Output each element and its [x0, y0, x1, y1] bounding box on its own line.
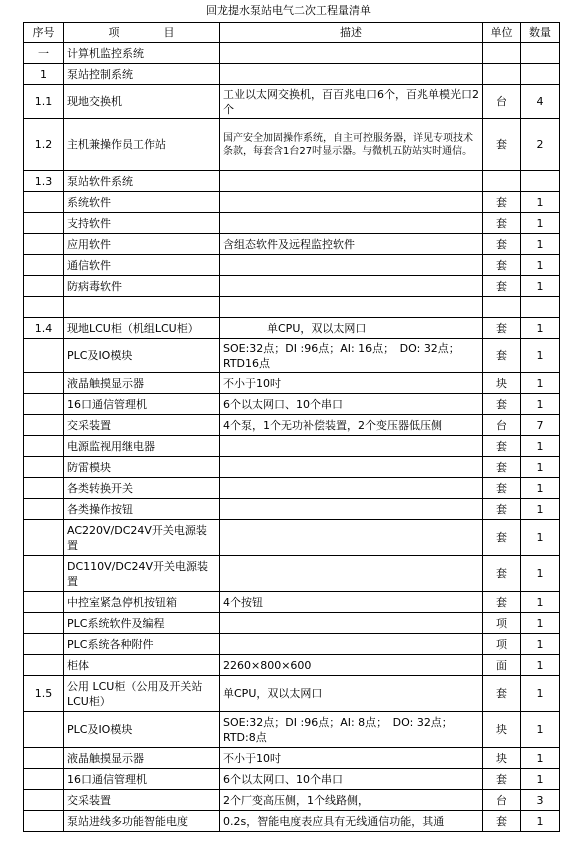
cell-unit: 套 — [483, 276, 521, 297]
cell-no — [24, 339, 64, 373]
cell-qty: 1 — [521, 499, 560, 520]
table-row — [24, 712, 560, 748]
cell-qty: 2 — [521, 119, 560, 171]
table-body — [24, 43, 560, 832]
cell-unit: 套 — [483, 769, 521, 790]
cell-no — [24, 769, 64, 790]
cell-no: 1.1 — [24, 85, 64, 119]
header-qty: 数量 — [521, 23, 560, 43]
cell-unit — [483, 43, 521, 64]
table-row — [24, 613, 560, 634]
table-row — [24, 499, 560, 520]
cell-unit: 套 — [483, 556, 521, 592]
table-row — [24, 478, 560, 499]
cell-item: 应用软件 — [64, 234, 220, 255]
table-row — [24, 811, 560, 832]
cell-desc: 4个按钮 — [220, 592, 483, 613]
cell-unit: 台 — [483, 85, 521, 119]
table-row — [24, 234, 560, 255]
header-row — [24, 23, 560, 43]
cell-unit: 套 — [483, 592, 521, 613]
cell-qty: 1 — [521, 436, 560, 457]
cell-unit — [483, 64, 521, 85]
cell-unit: 台 — [483, 415, 521, 436]
cell-item: 16口通信管理机 — [64, 394, 220, 415]
cell-desc — [220, 43, 483, 64]
cell-no: 1 — [24, 64, 64, 85]
cell-unit: 套 — [483, 457, 521, 478]
cell-desc: 4个泵，1个无功补偿装置，2个变压器低压侧 — [220, 415, 483, 436]
cell-desc: 含组态软件及远程监控软件 — [220, 234, 483, 255]
cell-unit: 块 — [483, 748, 521, 769]
cell-desc: 2个厂变高压侧，1个线路侧， — [220, 790, 483, 811]
cell-desc — [220, 478, 483, 499]
cell-unit: 套 — [483, 436, 521, 457]
table-row — [24, 171, 560, 192]
cell-qty: 1 — [521, 556, 560, 592]
cell-item: DC110V/DC24V开关电源装置 — [64, 556, 220, 592]
table-row — [24, 415, 560, 436]
cell-desc: SOE:32点；DI :96点；AI: 8点； DO: 32点；RTD:8点 — [220, 712, 483, 748]
cell-item: 液晶触摸显示器 — [64, 373, 220, 394]
table-row — [24, 318, 560, 339]
cell-no — [24, 297, 64, 318]
cell-unit: 套 — [483, 192, 521, 213]
cell-no: 1.2 — [24, 119, 64, 171]
table-row — [24, 676, 560, 712]
table-row — [24, 634, 560, 655]
cell-qty: 1 — [521, 276, 560, 297]
cell-item: 交采装置 — [64, 790, 220, 811]
table-row — [24, 64, 560, 85]
cell-item: 柜体 — [64, 655, 220, 676]
cell-no — [24, 634, 64, 655]
cell-unit: 套 — [483, 499, 521, 520]
cell-no — [24, 436, 64, 457]
cell-no — [24, 415, 64, 436]
cell-qty — [521, 64, 560, 85]
table-row — [24, 119, 560, 171]
cell-qty: 1 — [521, 457, 560, 478]
cell-no — [24, 234, 64, 255]
cell-unit: 套 — [483, 318, 521, 339]
cell-desc — [220, 457, 483, 478]
cell-no — [24, 592, 64, 613]
cell-qty: 1 — [521, 655, 560, 676]
cell-desc — [220, 192, 483, 213]
cell-qty: 1 — [521, 634, 560, 655]
cell-desc: 2260×800×600 — [220, 655, 483, 676]
cell-item: 防雷模块 — [64, 457, 220, 478]
cell-desc: 国产安全加固操作系统，自主可控服务器，详见专项技术条款，每套含1台27吋显示器。与微机五防站实时通信。 — [220, 119, 483, 171]
cell-qty: 1 — [521, 373, 560, 394]
header-no: 序号 — [24, 23, 64, 43]
cell-item: 泵站进线多功能智能电度 — [64, 811, 220, 832]
cell-unit: 套 — [483, 478, 521, 499]
cell-desc: 6个以太网口、10个串口 — [220, 394, 483, 415]
cell-no — [24, 192, 64, 213]
cell-desc — [220, 213, 483, 234]
cell-qty: 1 — [521, 318, 560, 339]
cell-desc: 不小于10吋 — [220, 748, 483, 769]
cell-desc: SOE:32点；DI :96点；AI: 16点； DO: 32点；RTD16点 — [220, 339, 483, 373]
table-row — [24, 276, 560, 297]
cell-unit: 套 — [483, 234, 521, 255]
cell-item: 支持软件 — [64, 213, 220, 234]
cell-item: 泵站软件系统 — [64, 171, 220, 192]
cell-item: 系统软件 — [64, 192, 220, 213]
cell-desc — [220, 499, 483, 520]
cell-unit: 套 — [483, 255, 521, 276]
cell-item: 电源监视用继电器 — [64, 436, 220, 457]
cell-qty: 1 — [521, 811, 560, 832]
cell-no — [24, 255, 64, 276]
table-row — [24, 748, 560, 769]
cell-item: PLC系统软件及编程 — [64, 613, 220, 634]
cell-no: 1.4 — [24, 318, 64, 339]
cell-no — [24, 394, 64, 415]
cell-desc: 单CPU，双以太网口 — [220, 676, 483, 712]
header-unit: 单位 — [483, 23, 521, 43]
cell-unit: 块 — [483, 712, 521, 748]
cell-no — [24, 790, 64, 811]
cell-qty: 1 — [521, 592, 560, 613]
cell-qty: 1 — [521, 712, 560, 748]
cell-qty: 3 — [521, 790, 560, 811]
cell-qty: 1 — [521, 478, 560, 499]
cell-item — [64, 297, 220, 318]
cell-unit: 套 — [483, 811, 521, 832]
table-row — [24, 520, 560, 556]
cell-no — [24, 457, 64, 478]
cell-item: 液晶触摸显示器 — [64, 748, 220, 769]
cell-qty: 1 — [521, 520, 560, 556]
cell-desc: 0.2s，智能电度表应具有无线通信功能，其通 — [220, 811, 483, 832]
cell-unit: 套 — [483, 676, 521, 712]
table-row — [24, 592, 560, 613]
cell-desc — [220, 634, 483, 655]
cell-desc — [220, 520, 483, 556]
cell-qty: 1 — [521, 769, 560, 790]
cell-desc: 单CPU，双以太网口 — [220, 318, 483, 339]
cell-unit: 项 — [483, 613, 521, 634]
cell-qty: 1 — [521, 234, 560, 255]
cell-no — [24, 748, 64, 769]
cell-no — [24, 556, 64, 592]
cell-qty: 1 — [521, 748, 560, 769]
cell-desc — [220, 297, 483, 318]
cell-qty: 1 — [521, 339, 560, 373]
table-row — [24, 339, 560, 373]
cell-desc: 不小于10吋 — [220, 373, 483, 394]
cell-desc — [220, 64, 483, 85]
cell-no — [24, 811, 64, 832]
cell-no — [24, 478, 64, 499]
cell-desc — [220, 613, 483, 634]
cell-item: PLC及IO模块 — [64, 712, 220, 748]
cell-desc — [220, 276, 483, 297]
cell-qty: 1 — [521, 192, 560, 213]
table-row — [24, 655, 560, 676]
cell-no — [24, 276, 64, 297]
cell-item: 防病毒软件 — [64, 276, 220, 297]
table-row — [24, 85, 560, 119]
table-row — [24, 297, 560, 318]
cell-unit: 套 — [483, 119, 521, 171]
cell-no — [24, 499, 64, 520]
cell-no: 1.5 — [24, 676, 64, 712]
cell-qty: 4 — [521, 85, 560, 119]
cell-qty — [521, 171, 560, 192]
cell-item: 公用 LCU柜（公用及开关站LCU柜） — [64, 676, 220, 712]
cell-item: 各类操作按钮 — [64, 499, 220, 520]
cell-desc: 工业以太网交换机，百百兆电口6个，百兆单模光口2个 — [220, 85, 483, 119]
cell-qty — [521, 43, 560, 64]
table-row — [24, 43, 560, 64]
cell-desc — [220, 556, 483, 592]
cell-qty: 1 — [521, 676, 560, 712]
cell-item: 现地交换机 — [64, 85, 220, 119]
cell-unit: 套 — [483, 394, 521, 415]
cell-item: 交采装置 — [64, 415, 220, 436]
table-row — [24, 790, 560, 811]
cell-unit: 项 — [483, 634, 521, 655]
cell-item: AC220V/DC24V开关电源装置 — [64, 520, 220, 556]
cell-qty: 1 — [521, 213, 560, 234]
cell-no: 1.3 — [24, 171, 64, 192]
cell-qty: 7 — [521, 415, 560, 436]
header-item: 项 目 — [64, 23, 220, 43]
cell-item: 主机兼操作员工作站 — [64, 119, 220, 171]
cell-unit: 台 — [483, 790, 521, 811]
cell-no — [24, 613, 64, 634]
table-row — [24, 213, 560, 234]
cell-item: PLC及IO模块 — [64, 339, 220, 373]
cell-no — [24, 373, 64, 394]
table-row — [24, 192, 560, 213]
table-row — [24, 556, 560, 592]
table-row — [24, 373, 560, 394]
cell-unit — [483, 171, 521, 192]
cell-item: 16口通信管理机 — [64, 769, 220, 790]
cell-no: 一 — [24, 43, 64, 64]
cell-no — [24, 712, 64, 748]
cell-no — [24, 213, 64, 234]
cell-item: 现地LCU柜（机组LCU柜） — [64, 318, 220, 339]
cell-qty: 1 — [521, 255, 560, 276]
cell-unit: 套 — [483, 339, 521, 373]
cell-item: 泵站控制系统 — [64, 64, 220, 85]
cell-item: 计算机监控系统 — [64, 43, 220, 64]
cell-unit: 套 — [483, 213, 521, 234]
cell-item: 中控室紧急停机按钮箱 — [64, 592, 220, 613]
cell-no — [24, 520, 64, 556]
cell-no — [24, 655, 64, 676]
table-row — [24, 769, 560, 790]
quantity-table — [23, 22, 560, 832]
cell-qty: 1 — [521, 613, 560, 634]
table-row — [24, 457, 560, 478]
cell-qty — [521, 297, 560, 318]
cell-desc — [220, 255, 483, 276]
cell-unit: 面 — [483, 655, 521, 676]
table-row — [24, 255, 560, 276]
cell-desc — [220, 436, 483, 457]
cell-unit: 套 — [483, 520, 521, 556]
cell-unit — [483, 297, 521, 318]
cell-item: 通信软件 — [64, 255, 220, 276]
cell-qty: 1 — [521, 394, 560, 415]
header-desc: 描述 — [220, 23, 483, 43]
cell-desc: 6个以太网口、10个串口 — [220, 769, 483, 790]
table-row — [24, 436, 560, 457]
cell-item: 各类转换开关 — [64, 478, 220, 499]
cell-desc — [220, 171, 483, 192]
document-title: 回龙提水泵站电气二次工程量清单 — [206, 4, 371, 17]
table-row — [24, 394, 560, 415]
cell-unit: 块 — [483, 373, 521, 394]
cell-item: PLC系统各种附件 — [64, 634, 220, 655]
